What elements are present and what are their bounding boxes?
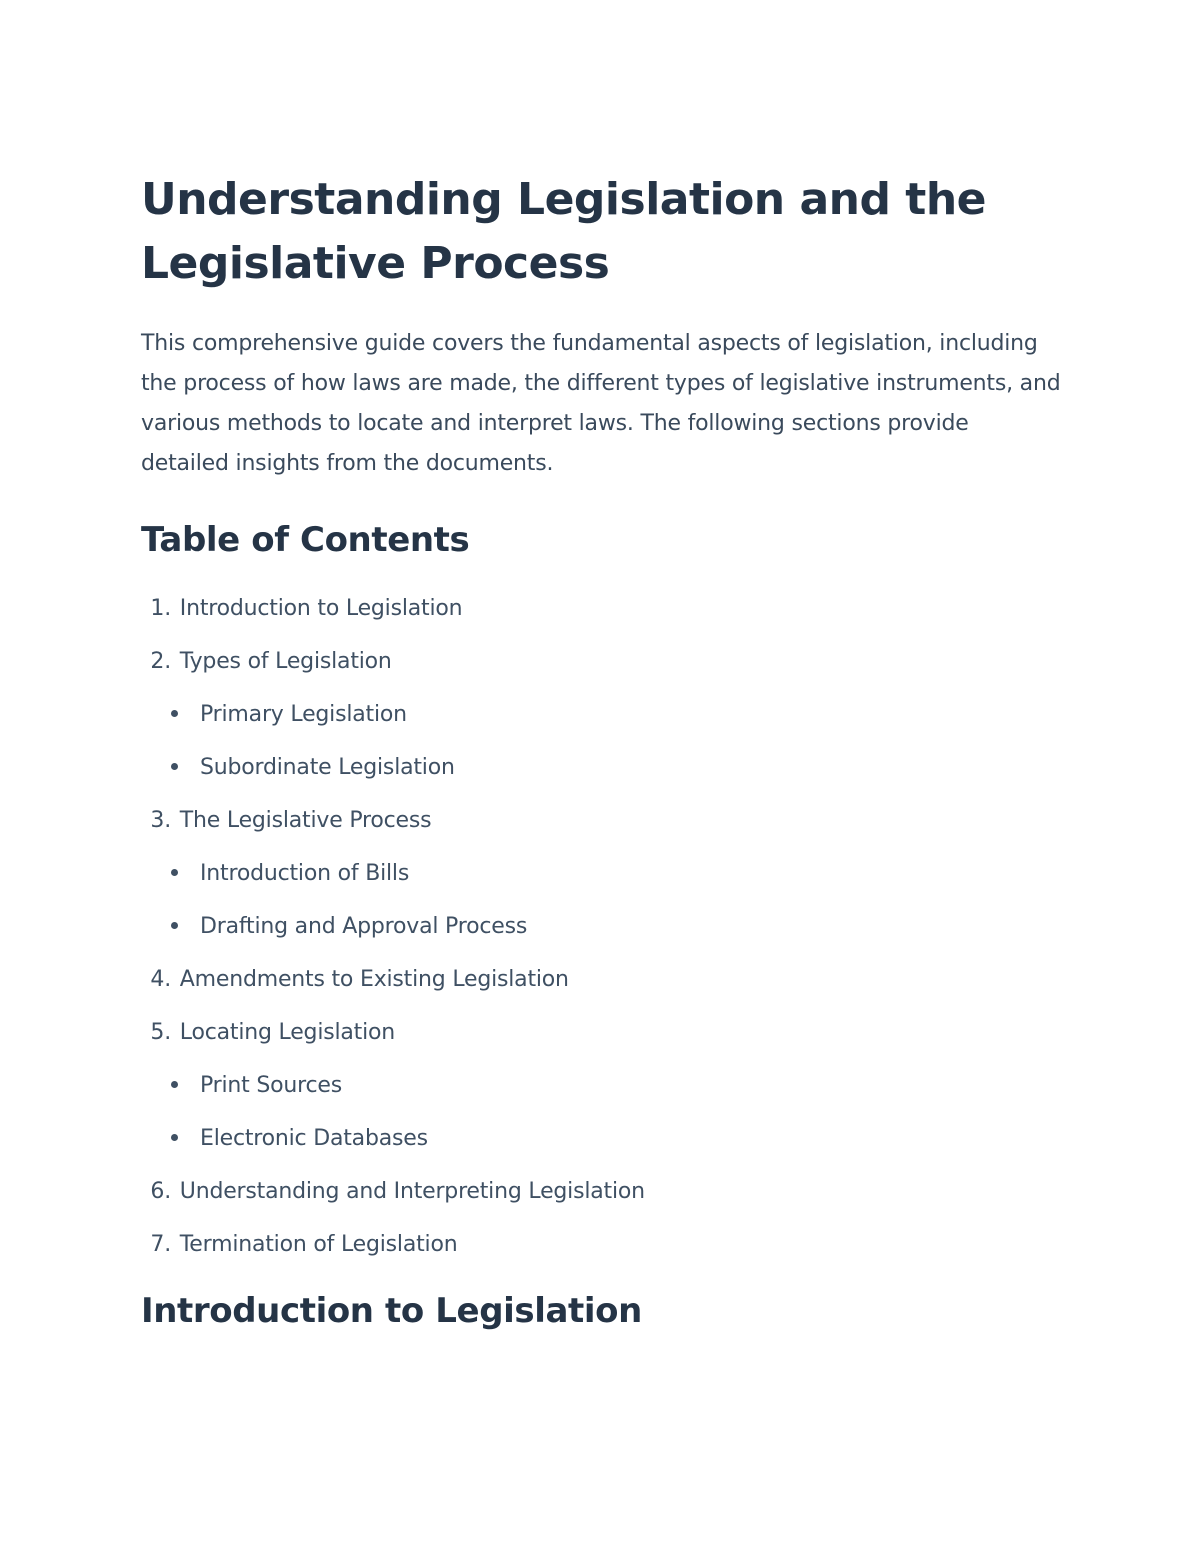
- bullet-icon: [171, 710, 178, 717]
- toc-subitem-label: Primary Legislation: [200, 702, 407, 727]
- toc-subitem[interactable]: [141, 1059, 1061, 1112]
- toc-number: 5.: [150, 1020, 171, 1045]
- toc-entry[interactable]: [141, 794, 1061, 847]
- toc-subitem-label: Print Sources: [200, 1073, 343, 1098]
- toc-label: Locating Legislation: [179, 1020, 396, 1045]
- document-page: [141, 168, 1061, 1333]
- toc-number: 7.: [150, 1232, 171, 1257]
- toc-subitem[interactable]: [141, 900, 1061, 953]
- toc-item: [141, 582, 1061, 635]
- toc-entry[interactable]: [141, 953, 1061, 1006]
- toc-number: 4.: [150, 967, 171, 992]
- bullet-icon: [171, 1134, 178, 1141]
- toc-number: 6.: [150, 1179, 171, 1204]
- toc-label: Amendments to Existing Legislation: [179, 967, 569, 992]
- toc-entry[interactable]: [141, 1218, 1061, 1271]
- toc-label: Types of Legislation: [179, 649, 392, 674]
- toc-item: [141, 1218, 1061, 1271]
- bullet-icon: [171, 922, 178, 929]
- toc-item: [141, 635, 1061, 794]
- toc-heading: Table of Contents: [141, 520, 470, 560]
- intro-paragraph: This comprehensive guide covers the fundamental aspects of legislation, including the process of how laws are made, the different types of legislative instruments, and various methods to locate and interpret laws. The following sections provide detailed insights from the documents.: [141, 331, 1061, 476]
- section-heading: Introduction to Legislation: [141, 1291, 642, 1331]
- toc-sublist: [141, 847, 1061, 953]
- toc-number: 2.: [150, 649, 171, 674]
- toc-subitem[interactable]: [141, 847, 1061, 900]
- toc-entry[interactable]: [141, 1165, 1061, 1218]
- toc-subitem[interactable]: [141, 688, 1061, 741]
- toc-item: [141, 953, 1061, 1006]
- toc-item: [141, 1006, 1061, 1165]
- toc-label: Termination of Legislation: [179, 1232, 458, 1257]
- toc-label: The Legislative Process: [179, 808, 432, 833]
- bullet-icon: [171, 763, 178, 770]
- toc-number: 3.: [150, 808, 171, 833]
- toc-sublist: [141, 688, 1061, 794]
- toc-number: 1.: [150, 596, 171, 621]
- toc-item: [141, 794, 1061, 953]
- toc-subitem-label: Introduction of Bills: [200, 861, 410, 886]
- toc-subitem-label: Drafting and Approval Process: [200, 914, 528, 939]
- toc-subitem[interactable]: [141, 741, 1061, 794]
- toc-sublist: [141, 1059, 1061, 1165]
- toc-entry[interactable]: [141, 635, 1061, 688]
- bullet-icon: [171, 1081, 178, 1088]
- bullet-icon: [171, 869, 178, 876]
- toc-label: Introduction to Legislation: [179, 596, 463, 621]
- toc-subitem-label: Electronic Databases: [200, 1126, 428, 1151]
- toc-subitem-label: Subordinate Legislation: [200, 755, 455, 780]
- toc-subitem[interactable]: [141, 1112, 1061, 1165]
- page-title: Understanding Legislation and the Legislative Process: [141, 174, 986, 289]
- toc-item: [141, 1165, 1061, 1218]
- toc-entry[interactable]: [141, 1006, 1061, 1059]
- table-of-contents: [141, 582, 1061, 1271]
- toc-label: Understanding and Interpreting Legislation: [179, 1179, 645, 1204]
- toc-entry[interactable]: [141, 582, 1061, 635]
